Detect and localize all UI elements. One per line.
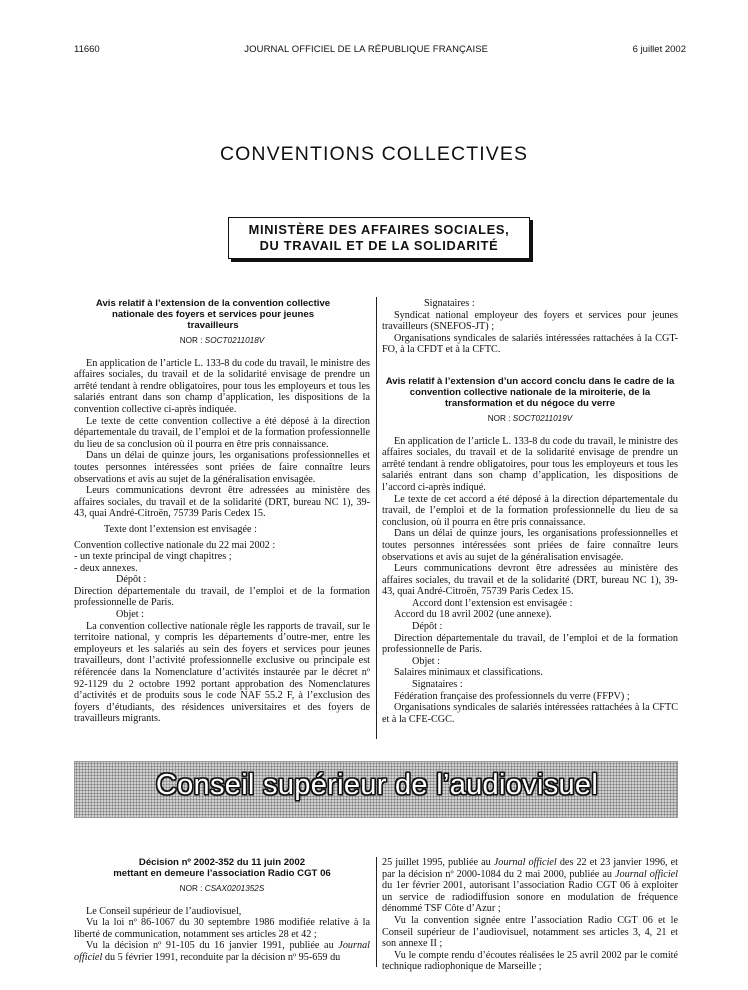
avis-2-title: Avis relatif à l’extension d’un accord conclu dans le cadre de la convention collective nationale de la miroiterie, de la transformation et du négoce du verre — [385, 375, 675, 409]
objet-value: Salaires minimaux et classifications. — [394, 667, 543, 679]
banner-title: Conseil supérieur de l’audiovisuel — [155, 769, 599, 801]
avis-1-title: Avis relatif à l’extension de la convention collective nationale des foyers et services pour jeunes travailleurs — [95, 298, 331, 331]
nor-code: CSAX0201352S — [204, 884, 265, 893]
decision-nor — [74, 883, 370, 895]
texte-label: Texte dont l’extension est envisagée : — [104, 523, 257, 535]
avis-2-para: En application de l’article L. 133-8 du code du travail, le ministre des affaires sociales, du travail et de la solidarité envisage de prendre un arrêté tendant à rendre obligatoires, pour tous les employeurs et tous les salariés entrant dans son champ d’application, les dispositions de l’accord ci-après indiqué. — [382, 435, 678, 493]
decision-para: Vu la loi nº 86-1067 du 30 septembre 1986 modifiée relative à la liberté de communication, notamment ses articles 28 et 42 ; — [74, 917, 370, 940]
page-number: 11660 — [74, 44, 100, 55]
page-header — [74, 44, 686, 55]
signataires-label: Signataires : — [412, 679, 463, 691]
decision-title-line-2: mettant en demeure l’association Radio CGT 06 — [113, 868, 331, 879]
section-title: CONVENTIONS COLLECTIVES — [219, 143, 529, 165]
avis-1-para: En application de l’article L. 133-8 du code du travail, le ministre des affaires sociales, du travail et de la solidarité envisage de prendre un arrêté tendant à rendre obligatoires, pour tous les employeurs et tous les salariés entrant dans son champ d’application, les dispositions de la convention collective ci-après indiquée. — [74, 357, 370, 415]
decision-continued — [382, 857, 678, 973]
column-divider — [376, 297, 377, 739]
avis-1-para: Le texte de cette convention collective a été déposé à la direction départementale du travail, de l’emploi et de la formation professionnelle du lieu de sa conclusion où il pourra en être pris connaissance. — [74, 415, 370, 450]
list-item: - un texte principal de vingt chapitres ; — [74, 551, 232, 563]
avis-2-nor — [382, 413, 678, 425]
avis-1-continued — [382, 298, 678, 725]
depot-label: Dépôt : — [412, 621, 443, 633]
depot-value: Direction départementale du travail, de l’emploi et de la formation professionnelle de Paris. — [74, 585, 370, 609]
ministry-line-2: DU TRAVAIL ET DE LA SOLIDARITÉ — [259, 238, 499, 253]
issue-date: 6 juillet 2002 — [632, 44, 686, 55]
avis-1-para: Dans un délai de quinze jours, les organisations professionnelles et toutes personnes intéressées sont priées de faire connaître leurs observations et avis au sujet de la généralisation envisagée. — [74, 450, 370, 485]
signataire: Fédération française des professionnels du verre (FFPV) ; — [394, 690, 630, 702]
decision-para: Le Conseil supérieur de l’audiovisuel, — [86, 905, 242, 917]
avis-2-para: Le texte de cet accord a été déposé à la direction départementale du travail, de l’emploi et de la formation professionnelle du lieu de sa conclusion, où il pourra en être pris connaissance. — [382, 493, 678, 528]
column-divider — [376, 857, 377, 967]
decision-para — [74, 940, 370, 963]
avis-1 — [74, 298, 370, 725]
signataire: Organisations syndicales de salariés intéressées rattachées à la CGT-FO, à la CFDT et à la CFTC. — [382, 332, 678, 356]
text-run: des 22 et 23 janvier 1996, et par la décision nº 2000-1084 du 2 mai 2000, publiée au — [382, 857, 678, 880]
text-run: du 1er février 2001, autorisant l’association Radio CGT 06 à exploiter un service de radiodiffusion sonore en modulation de fréquence dénommé TSF Côte d’Azur ; — [382, 880, 678, 915]
decision-para: Vu le compte rendu d’écoutes réalisées le 25 avril 2002 par le comité technique radiophonique de Marseille ; — [382, 949, 678, 973]
accord-label: Accord dont l’extension est envisagée : — [412, 597, 573, 609]
avis-2-para: Dans un délai de quinze jours, les organisations professionnelles et toutes personnes intéressées sont priées de faire connaître leurs observations et avis au sujet de la généralisation envisagée. — [382, 528, 678, 563]
decision — [74, 857, 370, 964]
nor-code: SOCT0211019V — [512, 413, 573, 423]
text-run: 25 juillet 1995, publiée au — [382, 857, 494, 868]
journal-title: JOURNAL OFFICIEL DE LA RÉPUBLIQUE FRANÇAISE — [244, 44, 489, 55]
depot-label: Dépôt : — [116, 574, 147, 586]
objet-value: La convention collective nationale règle les rapports de travail, sur le territoire national, y compris les départements d’outre-mer, entre les employeurs et les salariés au sein des foyers et services pour jeunes travailleurs, dont l’activité professionnelle exclusive ou principale est référencée dans la Nomenclature d’activités instaurée par le décret nº 92-1129 du 2 octobre 1992 portant approbation des Nomenclatures d’activités et de produits sous le code NAF 55.2 F, à l’exclusion des foyers d’étudiants, des résidences universitaires et des foyers de travailleurs migrants. — [74, 620, 370, 725]
nor-code: SOCT0211018V — [204, 336, 265, 345]
avis-2-para: Leurs communications devront être adressées au ministère des affaires sociales, du travail et de la solidarité (DRT, bureau NC 1), 39-43, quai André-Citroën, 75739 Paris Cedex 15. — [382, 563, 678, 598]
journal-reference: Journal officiel — [493, 857, 557, 868]
decision-para: Vu la convention signée entre l’association Radio CGT 06 et le Conseil supérieur de l’audiovisuel, notamment ses articles 3, 4, 21 et son annexe II ; — [382, 914, 678, 950]
avis-1-nor — [74, 335, 370, 347]
ministry-line-1: MINISTÈRE DES AFFAIRES SOCIALES, — [248, 222, 510, 237]
text-run: Vu la décision nº 91-105 du 16 janvier 1991, publiée au — [86, 940, 339, 952]
text-run: du 5 février 1991, reconduite par la décision nº 95-659 du — [102, 951, 341, 963]
ministry-box — [228, 217, 530, 259]
signataire: Organisations syndicales de salariés intéressées rattachées à la CFTC et à la CFE-CGC. — [382, 702, 678, 725]
nor-label: NOR : — [487, 413, 511, 423]
objet-label: Objet : — [412, 655, 441, 667]
avis-1-para: Leurs communications devront être adressées au ministère des affaires sociales, du travail et de la solidarité (DRT, bureau NC 1), 39-43, quai André-Citroën, 75739 Paris Cedex 15. — [74, 485, 370, 520]
journal-reference: Journal officiel — [74, 940, 370, 963]
journal-reference: Journal officiel — [615, 868, 678, 880]
nor-label: NOR : — [179, 336, 203, 345]
signataire: Syndicat national employeur des foyers et services pour jeunes travailleurs (SNEFOS-JT) ; — [382, 309, 678, 333]
list-item: - deux annexes. — [74, 562, 138, 574]
accord-value: Accord du 18 avril 2002 (une annexe). — [394, 609, 552, 621]
signataires-label: Signataires : — [424, 298, 475, 309]
objet-label: Objet : — [116, 609, 145, 621]
decision-para — [382, 857, 678, 915]
nor-label: NOR : — [179, 884, 203, 893]
decision-title-line-1: Décision nº 2002-352 du 11 juin 2002 — [138, 857, 306, 868]
texte-value: Convention collective nationale du 22 mai 2002 : — [74, 539, 276, 551]
csa-banner — [74, 761, 678, 818]
depot-value: Direction départementale du travail, de l’emploi et de la formation professionnelle de Paris. — [382, 632, 678, 656]
